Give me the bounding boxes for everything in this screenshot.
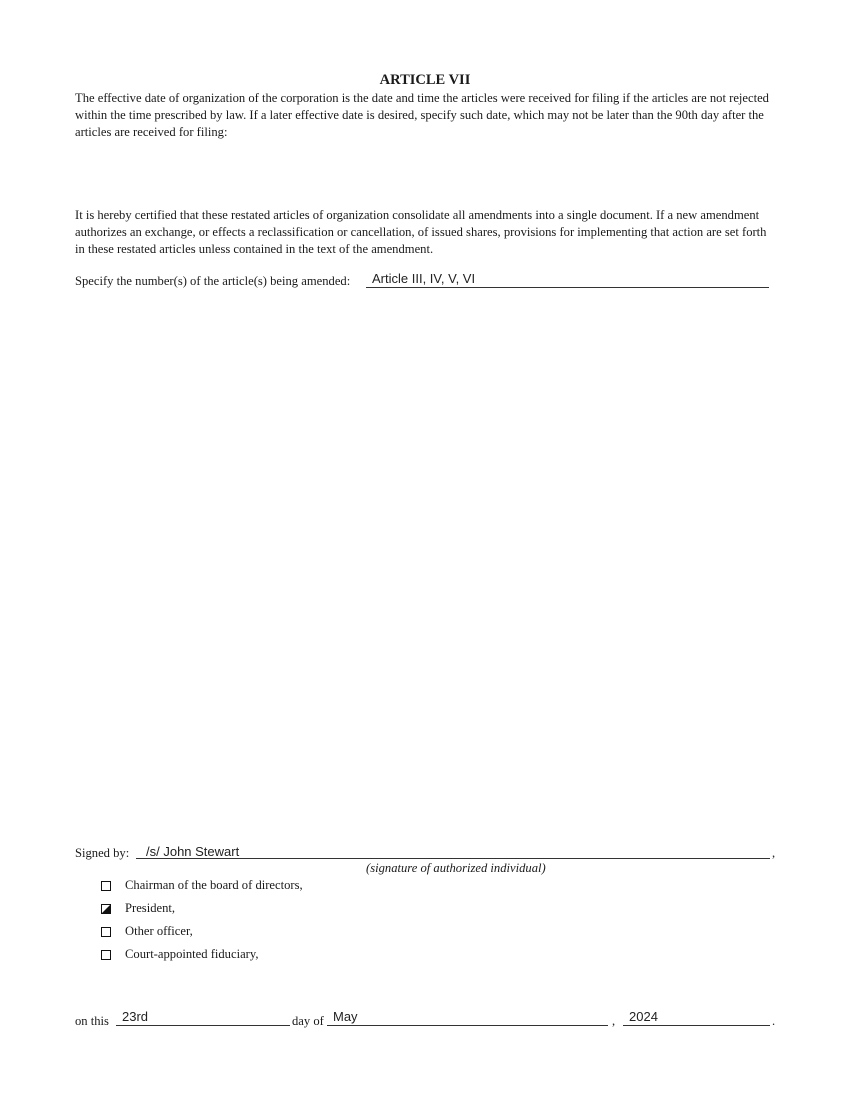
amended-articles-label: Specify the number(s) of the article(s) being amended: (75, 274, 351, 288)
day-of-label: day of (292, 1014, 324, 1028)
role-label-chairman: Chairman of the board of directors, (125, 878, 303, 892)
checkbox-court-fiduciary[interactable] (101, 950, 111, 960)
certification-paragraph: It is hereby certified that these restated articles of organization consolidate all amendments into a single document. If a new amendment authorizes an exchange, or effects a reclassification or cancellation, of issued shares, provisions for implementing that action are set forth in these restated articles unless contained in the text of the amendment. (75, 208, 767, 256)
amended-articles-underline (366, 287, 769, 288)
amended-articles-field[interactable]: Article III, IV, V, VI (372, 271, 476, 286)
signed-by-label: Signed by: (75, 846, 130, 860)
year-field[interactable]: 2024 (629, 1009, 658, 1024)
month-underline (327, 1025, 608, 1026)
checkbox-chairman[interactable] (101, 881, 111, 891)
month-field[interactable]: May (333, 1009, 358, 1024)
article-title: ARTICLE VII (379, 72, 471, 88)
year-underline (623, 1025, 770, 1026)
date-period: . (772, 1014, 776, 1028)
signature-caption: (signature of authorized individual) (366, 861, 546, 875)
day-field[interactable]: 23rd (122, 1009, 149, 1024)
role-label-other-officer: Other officer, (125, 924, 193, 938)
checkbox-president[interactable] (101, 904, 111, 914)
signature-field[interactable]: /s/ John Stewart (146, 844, 240, 859)
date-comma: , (612, 1014, 616, 1028)
role-label-president: President, (125, 901, 176, 915)
role-label-court-fiduciary: Court-appointed fiduciary, (125, 947, 259, 961)
day-underline (116, 1025, 290, 1026)
date-prefix-label: on this (75, 1014, 109, 1028)
signature-trailing-comma: , (772, 846, 776, 860)
effective-date-paragraph: The effective date of organization of the corporation is the date and time the articles were received for filing if the articles are not rejected within the time prescribed by law. If a later effective date is desired, specify such date, which may not be later than the 90th day after the articles are received for filing: (75, 91, 769, 139)
checkbox-other-officer[interactable] (101, 927, 111, 937)
